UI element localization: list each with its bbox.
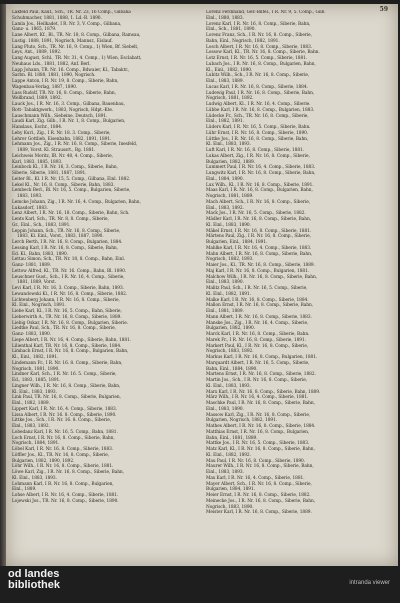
entry-line: Limbach Ernst, I R. Nr. 16, 8. Comp., Bulgarien, Bahn, [12,349,129,355]
page-number: 59 [379,6,388,13]
entry-line: Einl., 1883, 1892. [12,424,50,429]
entry-line: Marquardt Albert, I R. Nr. 16, 5. Comp., Siberie, [206,360,310,366]
entry-line: Marck Karl, I R. Nr. 16, 8. Comp., Siberie, Bahn. [206,332,310,337]
entry-line: Lohmann Karl, I R. Nr. 16, 8. Comp., Bulgarien, [12,481,114,487]
entry-line: Nogrisch, 1883, 1892. [206,349,254,355]
entry-line: Lohse Albert, I R. Nr. 16, 4. Comp., Siberie, 1881. [12,493,119,498]
entry-line: Lubitz Wilh., Sch., I R. Nr. 16, 8. Comp., Siberie, [206,73,310,79]
entry-line: Maj Karl, I R. Nr. 16, 8. Comp., Bulgarien, 1881. [206,268,310,274]
entry-line: Ludewig Paul, I R. Nr. 16, 8. Comp., Siberie, Bahn, [206,90,315,96]
entry-line: Bahn, Einl., 1884, 1890. [206,366,258,372]
entry-line: Lüders Karl, I R. Nr. 16, 5. Comp., Siberie, Bahn. [206,125,311,130]
entry-line: Hanslaus, Eschr., 1884. [12,125,63,130]
entry-line: Einl., 1883, 1892. [206,205,244,211]
entry-line: Kl. Einl., 1882, 1891. [206,291,251,297]
entry-line: Lessing Karl, I R. Nr. 16, 8. Comp., Siberie, Bahn, [12,245,118,251]
entry-line: Bahn, Einl., Nogrisch, 1882, 1891. [206,38,280,44]
entry-line: Leiter Bl., Kl. I R. Nr. 15, 5. Comp., Gilbana, Einl. 1882. [12,176,131,182]
entry-line: Lojewski Jos., TR. Nr. 16, 8. Comp., Siberie, 1890. [12,498,119,504]
entry-line: Loch Ernst, I R. Nr. 16, 8. Comp., Siberie, Bahn, [12,435,115,441]
entry-line: Lüdecke Fr., Sch., TR. Nr. 16, 8. Comp., Siberie, [206,113,309,119]
entry-line: Einl., 1889. [12,487,37,493]
entry-line: Lettau Simon, Sch., TR. Nr. 18, 8. Comp., Bahn, Einl. [12,257,125,263]
entry-line: Losch Albert, I R. Nr. 16, 8. Comp., Siberie, 1883. [206,44,313,50]
entry-line: Ed., 1883, 1885, 1891. [12,378,61,383]
viewer-label: intranda viewer [349,580,390,586]
entry-line: Mach Albert, Sch., I R. Nr. 16, 8. Comp., Siberie, [206,199,311,205]
entry-line: Bulgarien, 1884, 1891. [206,487,255,493]
entry-line: Lorenz Karl, I R. Nr. 16, 8. Comp., Siberie, Bahn, [206,21,311,27]
entry-line: Lorenz Franz, Sch., I R. Nr. 16, 8. Comp., Siberie, [206,33,312,38]
entry-line: Lauschmann Wilh., Siebeine, Deutsch, 1891. [12,113,108,119]
entry-line: Lüttke Jos., I R. Nr. 16, 8. Comp., Siberie, Bahn, [206,136,309,142]
scanned-page [6,4,398,566]
entry-line: Malchow Wilh., I R. Nr. 16, 8. Comp., Siberie, Bahn, [206,274,317,280]
entry-line: Lehrer Gottlieb, Eisenbahn, 1882, 1891, 1891. [12,136,112,142]
entry-line: Lettow Alfred, Kl., TR. Nr. 16. Comp., Bahn, Bl. 1890. [12,268,127,274]
entry-line: Matthias Ernst, I R. Nr. 16, 8. Comp., Bulgarien, [206,429,310,435]
viewer-footer [0,566,400,603]
entry-line: Lilienthal Karl, TR. Nr. 16, 8. Comp., Siberie, 1884. [12,343,122,349]
entry-line: Schuhmacher, 1881, 1888, 1. Ld.-R. 1890. [12,15,102,21]
entry-line: Bahn, Einl., 1881, 1889. [206,435,258,441]
entry-line: Meister Karl, I R. Nr. 16, 8. Comp., Siberie, 1889. [206,510,312,516]
entry-line: Einl., 1880, 1883. [206,15,244,21]
entry-line: Mahn Albert, I R. Nr. 16, 8. Comp., Siberie, Bahn, [206,251,313,257]
entry-line: Marx Karl, I R. Nr. 16, 8. Comp., Siberie, Bahn, 1889. [206,389,321,395]
entry-line: Löwe Karl, Zig., I R. Nr. 16, 8. Comp., Siberie, Bahn, [12,470,124,475]
entry-line: Einl., 1884, 1890. [206,176,244,182]
entry-line: Leinbock Kl., I R. Nr. 16, 3. Comp., Siberie, Bahn, [12,165,118,171]
entry-line: Karl, 1883, 1885, 1893. [12,159,63,165]
entry-line: Levi Karl, I R. Nr. 16, 3. Comp., Siberie, Bahn, 1893. [12,286,124,291]
entry-line: Marek Fr., I R. Nr. 16, 8. Comp., Siberie, 1891. [206,337,306,343]
entry-line: Siberie, Siberie, 1881, 1887, 1891. [12,171,87,176]
entry-line: Kl., Einl., 1882, 1891. [12,355,59,360]
entry-line: Einl., Sch., 1881, 1890. [206,27,256,33]
logo-line-2: bibliothek [8,579,60,591]
entry-line: Lents Karl, Sch., TR. Nr. 8, 8. Comp., Siberie, [12,217,109,222]
entry-line: März Wilh., I R. Nr. 16, 4. Comp., Siberie, 1881. [206,395,309,401]
entry-line: Wellbrand, 1889, 1892. [12,96,62,102]
entry-line: Ganz- u. 1865, 1879. [12,27,57,33]
entry-line: Lakfeld Paul, Kauf., Sch., TR. Nr. 23, 16 Comp., Gilbana [12,10,131,15]
entry-line: Markert Paul, Kl., I R. Nr. 16, 8. Comp., Siberie, [206,343,309,349]
entry-line: Lang Pluto, Sch., TR. Nr. 16, 9. Comp., 1) Wien, Bf. Siebelt, [12,44,139,50]
entry-line: Rott- Tabaktgwerk., 1883, Nogrisch, Hdpt.-Kte. [12,107,114,113]
entry-line: Malitz Paul, Sch., I R. Nr. 16, 5. Comp., Siberie, [206,286,308,291]
entry-line: Liebe Karl, Kl., I R. Nr. 16, 5. Comp., Bahn, Siberie, [12,309,122,314]
entry-line: Kl. Einl., 1883, 1893. [206,383,251,389]
right-column [206,10,384,516]
entry-line: Laudi Karl, Zig. Gilb., I R. Nr. 1, 8. Comp., Bulgarien, [12,119,126,125]
entry-line: 1889, Vorst. Kl. Straussrt., Bg. 1881. [17,148,96,153]
entry-line: Lübbe Karl, I R. Nr. 16, 8. Comp., Bulgarien, 1883. [206,107,315,113]
entry-line: Luft Karl, I R. Nr. 16, 8. Comp., Siberie, 1881. [206,148,305,153]
entry-line: Meier Ernst, I R. Nr. 16, 8. Comp., Siberie, 1882. [206,493,311,498]
entry-line: 1883, Kl. Einl., Vorst., 1883, 1887, 1890. [17,234,104,240]
entry-line: Maas Karl, I R. Nr. 16, 8. Comp., Bulgarien, Bahn, [206,188,313,194]
entry-line: Lingner Wilh., I R. Nr. 16, 8. Comp., Siberie, Bahn, [12,383,121,389]
entry-line: Löffler Jos., Kl., TR. Nr. 16, 8. Comp., Siberie, [12,452,110,458]
entry-line: Massow Karl, Zig., I R. Nr. 16, 8. Comp., Siberie, [206,412,311,418]
entry-line: Lapp Johann, TR. Nr. 16. Comp., Bdwaier, Kl., Tabaktr., [12,67,130,73]
entry-line: Lehmann Jos., Zig., I R. Nr. 16, 8. Comp., Siberie, Inesfeld, [12,142,138,148]
entry-line: Mann Albert, I R. Nr. 16, 8. Comp., Siberie, 1883. [206,314,312,320]
entry-line: Lappe Anton, I R. Nr. 19, 8. Comp., Siberie, Bahn, [12,79,119,84]
entry-line: Lorenz Ferdinand, Ger.-Bilfel., I R. Nr. 9, 5. Comp., Gilb. [206,10,326,15]
entry-line: Lubach Jos., I R. Nr. 16, 8. Comp., Bulgarien, Bahn, [206,61,316,67]
logo-line-1: od landes [8,568,60,580]
entry-line: Lieberwirth A., TR. Nr. 16, 8. Comp., Siberie, 1889. [12,314,122,320]
entry-line: Lustig. 1888, 1891, Nogrisch, Mannsr., Eislauf. [12,38,113,44]
entry-line: Gr., Einl., Sch., 1883, 1891. [12,222,71,228]
entry-line: Liebig Oskar, I R. Nr. 16, 8. Comp., Bulgarien, Siberie. [12,320,129,326]
entry-line: Liedtke Paul, Sch., TR. Nr. 16, 8. Comp., Siberie, [12,326,116,332]
entry-line: Einl., 1883, 1893. [206,470,244,475]
entry-line: Lungwitz Karl, I R. Nr. 16, 8. Comp., Siberie, Bahn, [206,171,316,176]
entry-line: Lewandowski Kl., I R. Nr. 16, 8. Comp., Siberie, 1882. [12,291,128,297]
entry-line: Lichtenberg Johann, I R. Nr. 16, 8. Comp., Siberie, [12,297,120,303]
entry-line: Lane Albert, Kf., Bl., TR. Nr. 18, 8. Comp., Gilbana, Ramsau, [12,33,141,38]
entry-line: Löbel Karl, I R. Nr. 16, 8. Comp., Siberie, 1883. [12,447,114,452]
entry-line: Nogrisch, 1883, 1890. [206,504,254,510]
entry-line: Lummert Paul, I R. Nr. 16, 4. Comp., Siberie, 1883. [206,165,316,171]
entry-line: Leuschner Gust., Sch., I R. Nr. 16, 4. Comp., Siberie, [12,274,125,280]
entry-line: Ganz- 1881, 1889. [12,263,51,268]
entry-line: Meinecke Jos., I R. Nr. 16, 8. Comp., Siberie, Bahn, [206,498,316,504]
entry-line: Kl., Einl., 1882, 1890. [206,67,253,73]
entry-line: Kl. Einl., Nogrisch, 1891. [12,303,66,309]
entry-line: Nogrisch, 1881, 1889. [206,194,254,199]
entry-line: Lindner Karl, Sch., I R. Nr. 16. 5. Comp., Siberie, [12,372,117,378]
entry-line: Kl. Einl., 1883, 1893. [206,142,251,148]
entry-line: Martin Jos., Sch., I R. Nr. 16, 8. Comp., Siberie, [206,378,308,383]
entry-line: Lamla Jos., Heilkadet, I R. Nr. 3, V. Comp., Gilbana, [12,21,122,27]
entry-line: Kl. Einl., 1883, 1890. [206,222,251,228]
entry-line: Lukas Albert, Zig., I R. Nr. 16, 8. Comp., Siberie, [206,153,310,159]
entry-line: Liepe Albert, I R. Nr. 16, 4. Comp., Siberie, Bahn, 1881. [12,337,132,343]
entry-line: Lobedanz Karl, I R. Nr. 16, 5. Comp., Bahn, 1881. [12,429,118,435]
entry-line: Lukasdorf, 1883. [12,205,49,211]
entry-line: Mayer Albert, Sch., I R. Nr. 16, 8. Comp., Siberie, [206,481,312,487]
entry-line: Bulgarien, 1882, 1890. [206,326,255,332]
entry-line: Kl. Einl., 1883, 1893. [12,389,57,395]
entry-line: Bulgarien, 1882, 1889. [206,159,255,165]
entry-line: Lauck Jos., I R. Nr. 16, 3. Comp., Gilbana, Bauenbau, [12,102,125,107]
entry-line: Kl. Einl., 1883, 1893. [12,475,57,481]
entry-line: Nogrisch, 1882, 1893. [206,257,254,263]
entry-line: Einl., 1882, 1891. [206,119,244,125]
entry-line: Einl., 1883, 1889. [206,79,244,84]
entry-line: Maurer Wilh., I R. Nr. 16, 8. Comp., Siberie, Bahn, [206,464,314,470]
entry-line: Mallon Ernst, I R. Nr. 16, 8. Comp., Siberie, Bahn, [206,303,314,309]
entry-line: Löhr Wilh., I R. Nr. 16, 8. Comp., Siberie, 1881. [12,464,114,470]
entry-line: Einl., 1882, 1889. [12,401,50,406]
entry-line: Max Karl, I R. Nr. 16, 4. Comp., Siberie, 1881. [206,475,305,481]
entry-line: Lembeck Berl., Bl. Nr. 16, 5. Comp., Bulgarien, Siberie, [12,188,131,194]
entry-line: Einl., 1883, 1890. [206,280,244,286]
entry-line: Ludwig Albert, Kl., I R. Nr. 16, 4. Comp., Siberie. [206,102,311,107]
entry-line: Matz Karl, Kl., I R. Nr. 16, 8. Comp., Siberie, Bahn, [206,447,315,452]
entry-line: Maier Jos., Kl., TR. Nr. 16, 8. Comp., Siberie, 1889. [206,263,315,268]
entry-line: Mathes Albert, I R. Nr. 16, 8. Comp., Siberie, 1884. [206,424,316,429]
entry-line: Littke Jos., Sch., I R. Nr. 16. 8. Comp., Siberie, [12,418,112,424]
entry-line: Lossow Karl, Kl., TR. Nr. 16, 8. Comp., Siberie, Bahn. [206,50,320,56]
entry-line: Leby Kurl., Zig., I R. Nr. 18. 3. Comp., Siberie, [12,130,111,136]
entry-line: Leichweis Moritz, IR. Nr. 48, 4. Comp., Siberie, [12,153,113,159]
entry-line: Bulgarien, Nogrisch, 1882, 1891. [206,418,278,424]
entry-line: Nogrisch, 1884, 1891. [12,441,60,447]
entry-line: Markus Karl, I R. Nr. 16, 8. Comp., Bulgarien, 1881. [206,355,318,360]
entry-line: Mäkel Ernst, I R. Nr. 16, 8. Comp., Siberie, 1881. [206,228,312,234]
entry-line: Sarbn. Bl. 1880, 1881, 1890, Nogrisch. [12,73,96,79]
entry-line: Lippert Karl, I R. Nr. 16, 4. Comp., Siberie, 1883. [12,406,117,412]
entry-line: Märtens Paul, Zig., I R. Nr. 16, 8. Comp., Siberie, [206,234,311,240]
entry-line: Lekel Kl., Nr. 16, 8. Comp., Siberie, Bahn, 1883. [12,182,115,188]
entry-line: Lerch Berth, I R. Nr. 16, 8. Comp., Bulgarien, 1884. [12,240,123,245]
entry-line: Kl. Einl., 1882, 1892. [206,452,251,458]
entry-line: Leys, Ant., 1889, 1892. [12,50,62,56]
entry-line: Bulgarien, 1882, 1890, 1892. [12,458,75,464]
entry-line: Lux Wilh., Kl., I R. Nr. 16, 8. Comp., Siberie, 1891. [206,182,314,188]
entry-line: Neuhaus Lds., 1881, 1882, Anf. Berl. [12,61,91,67]
entry-line: Lühr Ernst, I R. Nr. 16, 8. Comp., Siberie, 1890. [206,130,309,136]
entry-line: 1881, 1889, Vorst. [17,280,57,286]
entry-line: Lass Rudolf, TR. Nr. 16, 8. Comp., Siberie, Bahn, [12,90,116,96]
entry-line: Lenz Albert, I R. Nr. 16, 18. Comp., Siberie, Bahn, Sch. [12,211,130,217]
entry-line: Einl., 1881, 1889. [206,309,244,314]
entry-line: Bulgarien, Einl., 1884, 1891. [206,240,268,245]
entry-line: Malke Karl, I R. Nr. 16, 8. Comp., Siberie, 1884. [206,297,309,303]
entry-line: Mädler Karl, I R. Nr. 16, 8. Comp., Siberie, Bahn, [206,217,311,222]
entry-line: Mattke Jos., I R. Nr. 16, 5. Comp., Siberie, 1883. [206,441,310,447]
entry-line: Manske Jos., Zig., I R. Nr. 16, 4. Comp., Siberie, [206,320,309,326]
left-column [12,10,190,505]
entry-line: Wagenbau-Verlag, 1887, 1890. [12,84,78,90]
entry-line: Lemcke Johann, Zig., I R. Nr. 16, 4. Comp., Bulgarien, Bahn, [12,199,141,205]
entry-line: Lindemann Fr., I R. Nr. 16. 8. Comp., Siberie, Bahn, [12,360,123,366]
entry-line: Lissa Albert, I R. Nr. 16. 8. Comp., Siberie, 1890. [12,412,117,418]
entry-line: Einl., 1883, 1890. [206,406,244,412]
entry-line: Ed. Kl., Bahn, 1883, 1890. [12,251,68,257]
entry-line: Leppin Johann, Sch., TR. Nr. 16, 8. Comp., Siberie, [12,228,121,234]
entry-line: Nogrisch, 1881, 1892. [206,96,254,102]
entry-line: Lang August, Schl., TR. Nr. 31, 4. Comp., 1) Wien, Esclabatt, [12,56,142,61]
entry-line: Ganz- 1883, 1890. [12,332,51,337]
entry-line: Maschke Paul, I R. Nr. 16, 8. Comp., Siberie, Bahn, [206,401,315,406]
entry-line: Martens Ernst, I R. Nr. 16, 8. Comp., Siberie, 1882. [206,372,316,378]
entry-line: Mau Paul, I R. Nr. 16, 8. Comp., Siberie, 1890. [206,458,306,464]
entry-line: 1883, 1893. [17,194,43,199]
entry-line: Mahlke Karl, I R. Nr. 16, 4. Comp., Siberie, 1883. [206,245,312,251]
entry-line: Mack Jos., I R. Nr. 16, 5. Comp., Siberie, 1882. [206,211,306,217]
entry-line: Nogrisch, 1881, 1890. [12,366,60,372]
entry-line: Lucas Karl, I R. Nr. 16, 8. Comp., Siberie, 1884. [206,84,308,90]
entry-line: Link Paul, TR. Nr. 16, 8. Comp., Siberie, Bulgarien, [12,395,121,401]
entry-line: Lotz Ernst, I R. Nr. 16, 5. Comp., Siberie, 1881. [206,56,308,61]
library-logo[interactable] [8,569,60,591]
